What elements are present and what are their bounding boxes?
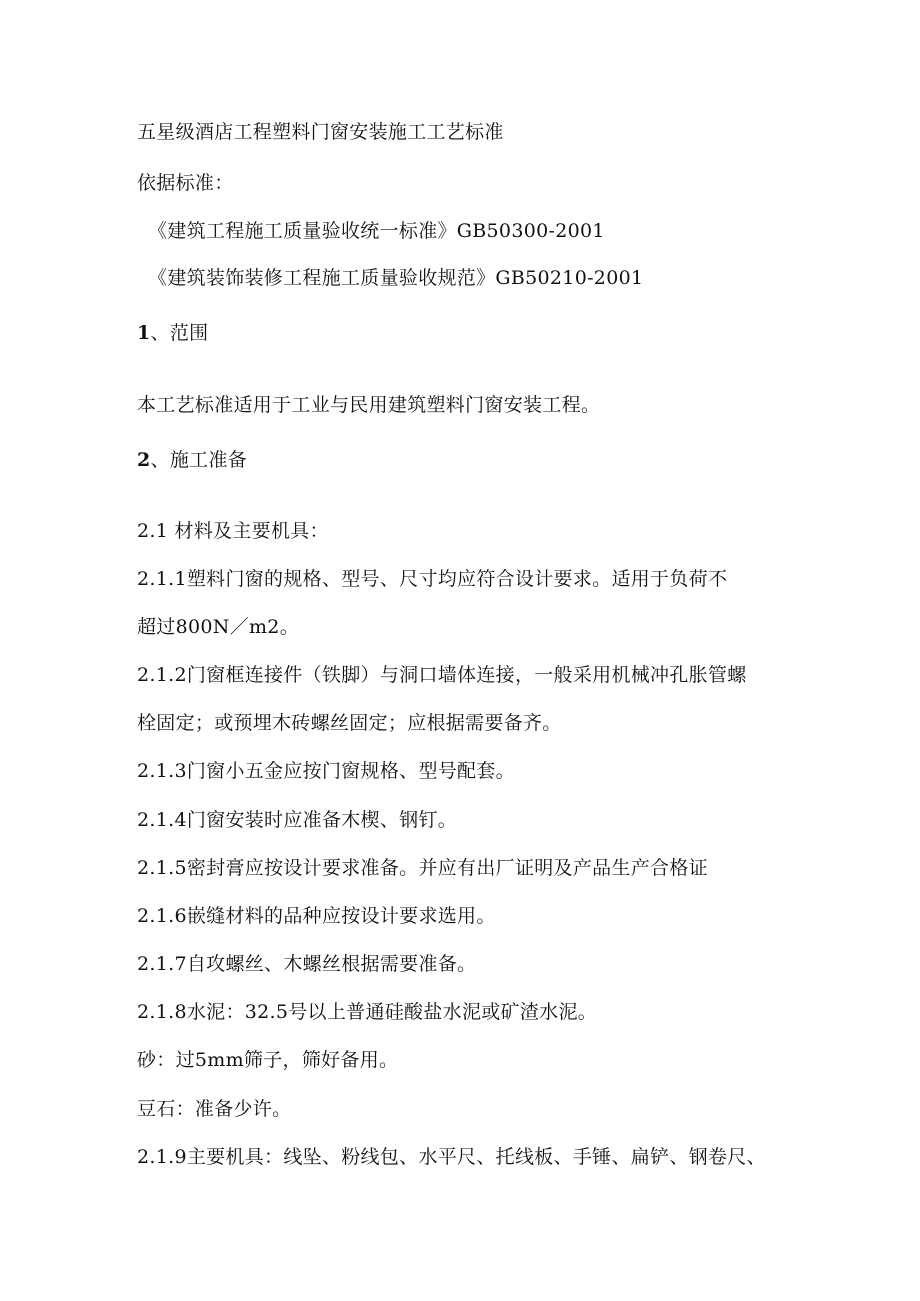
section-heading-preparation (137, 447, 247, 473)
paragraph-line: 2.1.5密封膏应按设计要求准备。并应有出厂证明及产品生产合格证 (137, 857, 708, 879)
paragraph-line: 2.1.8水泥：32.5号以上普通硅酸盐水泥或矿渣水泥。 (137, 1001, 598, 1023)
standard-item: 《建筑工程施工质量验收统一标准》GB50300-2001 (148, 220, 605, 242)
paragraph-line: 2.1.7自攻螺丝、木螺丝根据需要准备。 (137, 953, 477, 975)
section-number: 1 (137, 322, 151, 344)
paragraph-line: 2.1.3门窗小五金应按门窗规格、型号配套。 (137, 760, 515, 782)
standard-item: 《建筑装饰装修工程施工质量验收规范》GB50210-2001 (148, 267, 644, 289)
paragraph-line: 2.1.6嵌缝材料的品种应按设计要求选用。 (137, 905, 496, 927)
paragraph-line: 栓固定；或预埋木砖螺丝固定；应根据需要备齐。 (137, 712, 562, 734)
section-number: 2 (137, 449, 151, 471)
section-heading-scope (137, 320, 208, 346)
paragraph-line: 2.1.9主要机具：线坠、粉线包、水平尺、托线板、手锤、扁铲、钢卷尺、 (137, 1146, 766, 1168)
paragraph-line: 超过800N／m2。 (137, 616, 299, 638)
paragraph-line: 豆石：准备少许。 (137, 1098, 292, 1120)
section-title: 施工准备 (169, 449, 248, 471)
paragraph-line: 2.1.1塑料门窗的规格、型号、尺寸均应符合设计要求。适用于负荷不 (137, 568, 728, 590)
paragraph-line: 2.1.4门窗安装时应准备木楔、钢钉。 (137, 809, 458, 831)
section-separator: 、 (150, 449, 170, 471)
paragraph-line: 2.1.2门窗框连接件（铁脚）与洞口墙体连接，一般采用机械冲孔胀管螺 (137, 664, 747, 686)
paragraph-line: 砂：过5mm筛子，筛好备用。 (137, 1049, 399, 1071)
paragraph-line: 2.1 材料及主要机具： (137, 520, 329, 542)
basis-label: 依据标准： (137, 172, 234, 194)
scope-paragraph: 本工艺标准适用于工业与民用建筑塑料门窗安装工程。 (137, 394, 601, 416)
section-title: 范围 (169, 322, 209, 344)
section-separator: 、 (150, 322, 170, 344)
document-title: 五星级酒店工程塑料门窗安装施工工艺标准 (137, 121, 504, 143)
